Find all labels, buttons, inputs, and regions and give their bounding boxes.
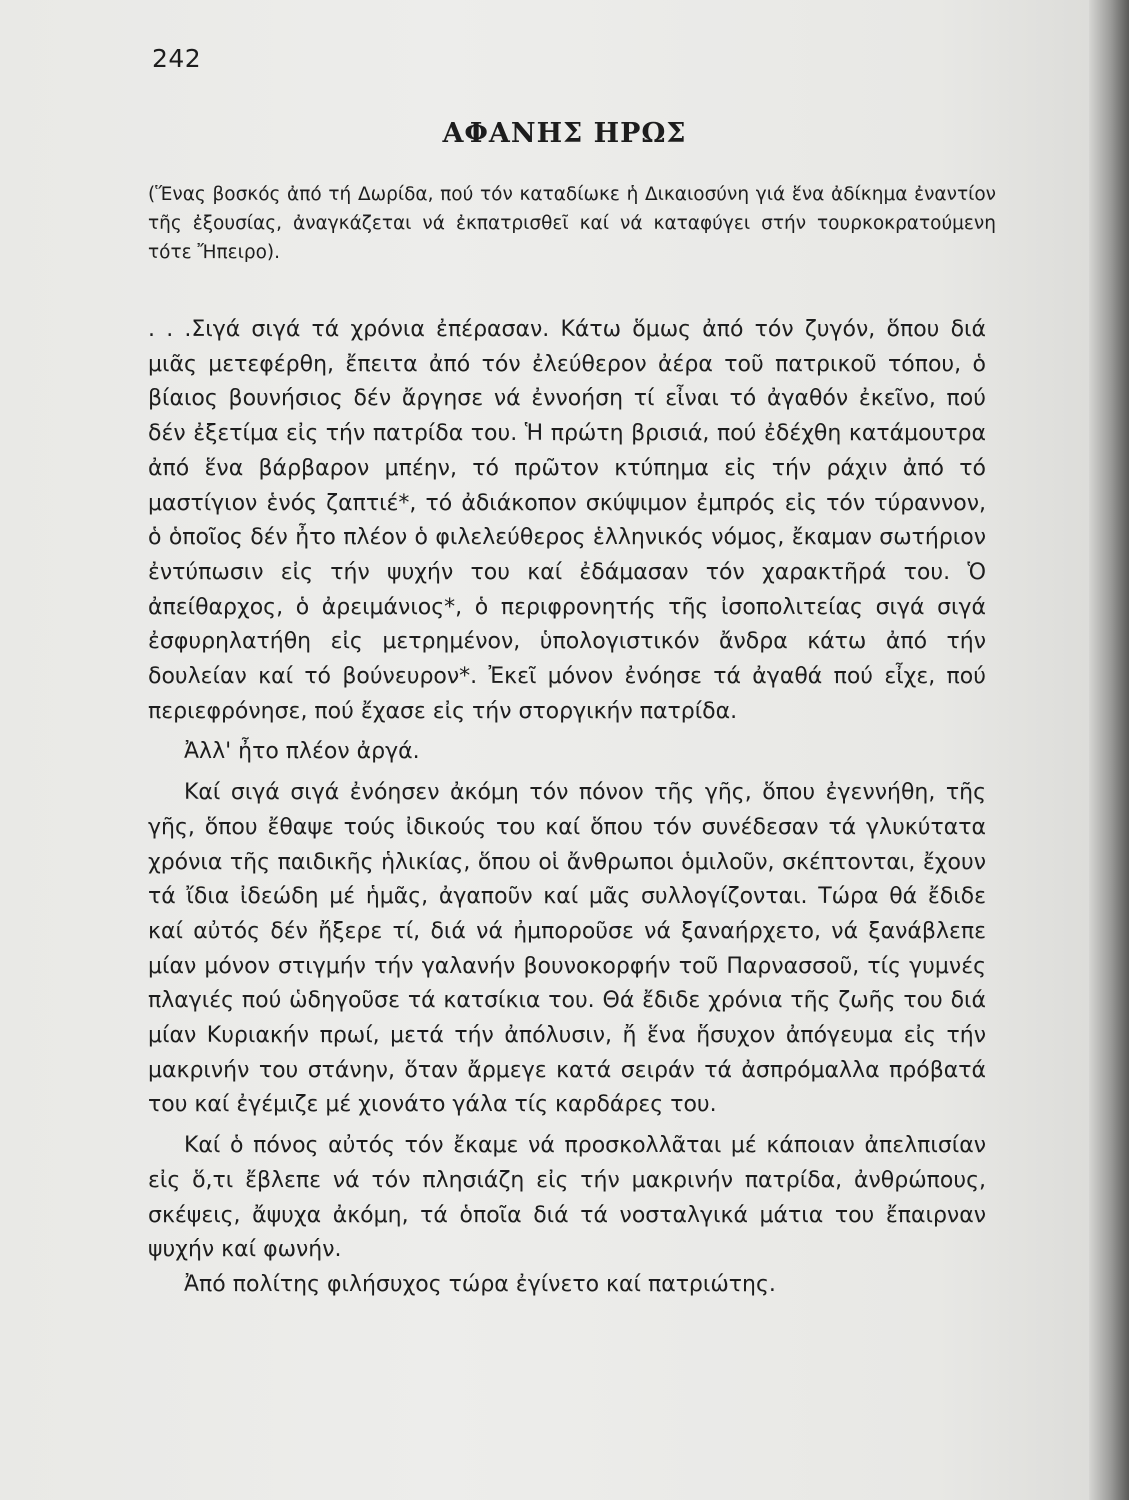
body-text [148, 313, 986, 1303]
paragraph-3: Καί σιγά σιγά ἐνόησεν ἀκόμη τόν πόνον τῆς γῆς, ὅπου ἐγεννήθη, τῆς γῆς, ὅπου ἔθαψε τούς ἰδικούς του καί ὅπου τόν συνέδεσαν τά γλυκύτατα χρόνια τῆς παιδικῆς ἡλικίας, ὅπου οἱ ἄνθρωποι ὁμιλοῦν, σκέπτονται, ἔχουν τά ἴδια ἰδεώδη μέ ἡμᾶς, ἀγαποῦν καί μᾶς συλλογίζονται. Τώρα θά ἔδιδε καί αὐτός δέν ἤξερε τί, διά νά ἠμποροῦσε νά ξαναήρχετο, νά ξανάβλεπε μίαν μόνον στιγμήν τήν γαλανήν βουνοκορφήν τοῦ Παρνασσοῦ, τίς γυμνές πλαγιές πού ὡδηγοῦσε τά κατσίκια του. Θά ἔδιδε χρόνια τῆς ζωῆς του διά μίαν Κυριακήν πρωί, μετά τήν ἀπόλυσιν, ἤ ἕνα ἥσυχον ἀπόγευμα εἰς τήν μακρινήν του στάνην, ὅταν ἄρμεγε κατά σειράν τά ἀσπρόμαλλα πρόβατά του καί ἐγέμιζε μέ χιονάτο γάλα τίς καρδάρες του. [148, 780, 986, 1118]
page-number: 242 [152, 44, 202, 73]
paragraph-1: . . .Σιγά σιγά τά χρόνια ἐπέρασαν. Κάτω ὅμως ἀπό τόν ζυγόν, ὅπου διά μιᾶς μετεφέρθη, ἔπειτα ἀπό τόν ἐλεύθερον ἀέρα τοῦ πατρικοῦ τόπου, ὁ βίαιος βουνήσιος δέν ἄργησε νά ἐννοήση τί εἶναι τό ἀγαθόν ἐκεῖνο, πού δέν ἐξετίμα εἰς τήν πατρίδα του. Ἡ πρώτη βρισιά, πού ἐδέχθη κατάμουτρα ἀπό ἕνα βάρβαρον μπέην, τό πρῶτον κτύπημα εἰς τήν ράχιν ἀπό τό μαστίγιον ἑνός ζαπτιέ*, τό ἀδιάκοπον σκύψιμον ἐμπρός εἰς τόν τύραννον, ὁ ὁποῖος δέν ἦτο πλέον ὁ φιλελεύθερος ἑλληνικός νόμος, ἔκαμαν σωτήριον ἐντύπωσιν εἰς τήν ψυχήν του καί ἐδάμασαν τόν χαρακτῆρά του. Ὁ ἀπείθαρχος, ὁ ἀρειμάνιος*, ὁ περιφρονητής τῆς ἰσοπολιτείας σιγά σιγά ἐσφυρηλατήθη εἰς μετρημένον, ὑπολογιστικόν ἄνδρα κάτω ἀπό τήν δουλείαν καί τό βούνευρον*. Ἐκεῖ μόνον ἐνόησε τά ἀγαθά πού εἶχε, πού περιεφρόνησε, πού ἔχασε εἰς τήν στοργικήν πατρίδα. [148, 317, 986, 724]
paragraph-2: Ἀλλ' ἦτο πλέον ἀργά. [184, 739, 420, 765]
chapter-title: ΑΦΑΝΗΣ ΗΡΩΣ [442, 118, 687, 149]
binding-shadow [1089, 0, 1129, 1500]
intro-note: (Ἕνας βοσκός ἀπό τή Δωρίδα, πού τόν καταδίωκε ἡ Δικαιοσύνη γιά ἕνα ἀδίκημα ἐναντίον τῆς ἐξουσίας, ἀναγκάζεται νά ἐκπατρισθεῖ καί νά καταφύγει στήν τουρκοκρατούμενη τότε Ἤπειρο). [148, 184, 996, 263]
paragraph-5: Ἀπό πολίτης φιλήσυχος τώρα ἐγίνετο καί πατριώτης. [184, 1271, 776, 1297]
paragraph-4: Καί ὁ πόνος αὐτός τόν ἔκαμε νά προσκολλᾶται μέ κάποιαν ἀπελπισίαν εἰς ὅ,τι ἔβλεπε νά τόν πλησιάζη εἰς τήν μακρινήν πατρίδα, ἀνθρώπους, σκέψεις, ἄψυχα ἀκόμη, τά ὁποῖα διά τά νοσταλγικά μάτια του ἔπαιρναν ψυχήν καί φωνήν. [148, 1133, 986, 1263]
